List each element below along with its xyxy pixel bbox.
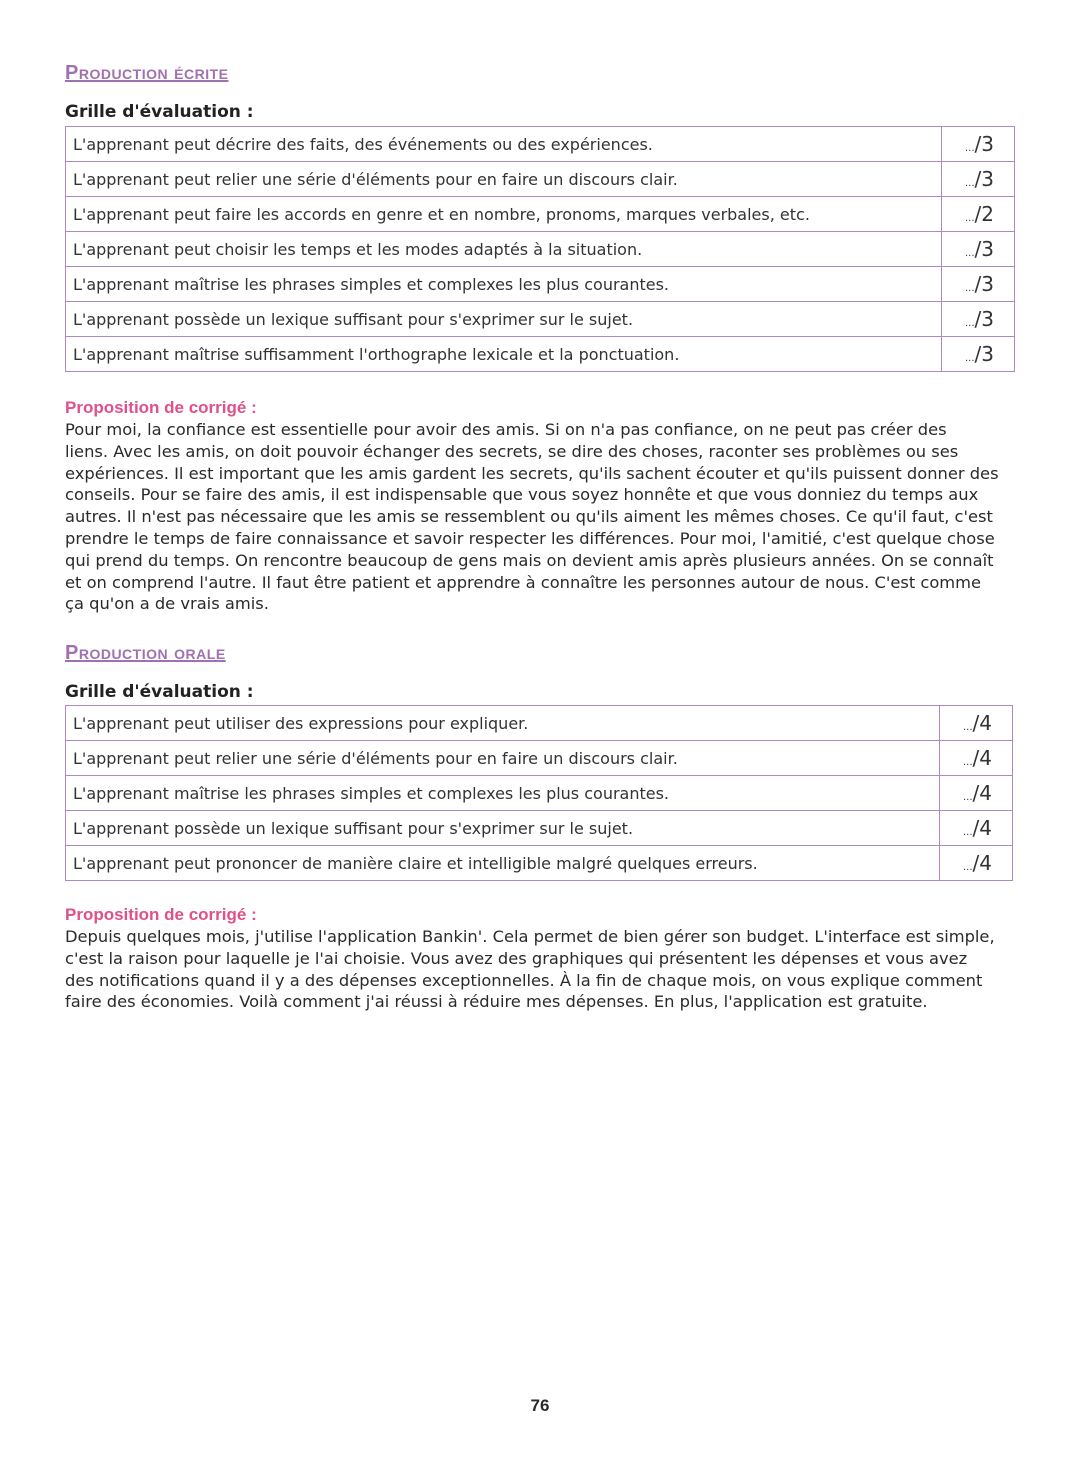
score-max: /4 xyxy=(972,711,992,735)
score-max: /4 xyxy=(972,816,992,840)
score-dots: ... xyxy=(964,248,975,259)
text-line: conseils. Pour se faire des amis, il est indispensable que vous soyez honnête et que vous donniez du temps aux xyxy=(65,485,979,505)
table-row xyxy=(66,741,1013,776)
criterion-text: L'apprenant maîtrise les phrases simples et complexes les plus courantes. xyxy=(66,776,940,811)
score-dots: ... xyxy=(964,353,975,364)
table-row xyxy=(66,197,1015,232)
table-row xyxy=(66,846,1013,881)
score-cell xyxy=(942,162,1015,197)
score-max: /3 xyxy=(974,132,994,156)
score-dots: ... xyxy=(962,757,973,768)
score-max: /3 xyxy=(974,237,994,261)
table-row xyxy=(66,776,1013,811)
text-line: ça qu'on a de vrais amis. xyxy=(65,594,269,614)
evaluation-table-ecrite xyxy=(65,126,1015,372)
table-row xyxy=(66,811,1013,846)
text-line: prendre le temps de faire connaissance et savoir respecter les différences. Pour moi, l'amitié, c'est quelque chose xyxy=(65,528,995,548)
grille-label: Grille d'évaluation : xyxy=(65,102,254,122)
score-dots: ... xyxy=(964,178,975,189)
text-line: qui prend du temps. On rencontre beaucoup de gens mais on devient amis après plusieurs années. On se connaît xyxy=(65,550,994,570)
score-max: /3 xyxy=(974,342,994,366)
text-line: et on comprend l'autre. Il faut être patient et apprendre à connaître les personnes autour de nous. C'est comme xyxy=(65,572,982,592)
proposition-label: Proposition de corrigé : xyxy=(65,905,257,924)
table-row xyxy=(66,706,1013,741)
criterion-text: L'apprenant possède un lexique suffisant pour s'exprimer sur le sujet. xyxy=(66,302,942,337)
score-max: /2 xyxy=(974,202,994,226)
text-line: liens. Avec les amis, on doit pouvoir échanger des secrets, se dire des choses, raconter ses problèmes ou ses xyxy=(65,441,959,461)
criterion-text: L'apprenant peut faire les accords en genre et en nombre, pronoms, marques verbales, etc. xyxy=(66,197,942,232)
score-max: /3 xyxy=(974,272,994,296)
proposition-text xyxy=(65,926,995,1013)
score-dots: ... xyxy=(964,143,975,154)
score-dots: ... xyxy=(962,722,973,733)
score-cell xyxy=(940,776,1013,811)
score-cell xyxy=(940,846,1013,881)
table-row xyxy=(66,127,1015,162)
criterion-text: L'apprenant possède un lexique suffisant pour s'exprimer sur le sujet. xyxy=(66,811,940,846)
score-dots: ... xyxy=(964,283,975,294)
criterion-text: L'apprenant peut choisir les temps et les modes adaptés à la situation. xyxy=(66,232,942,267)
criterion-text: L'apprenant maîtrise suffisamment l'orthographe lexicale et la ponctuation. xyxy=(66,337,942,372)
score-dots: ... xyxy=(962,792,973,803)
text-line: expériences. Il est important que les amis gardent les secrets, qu'ils sachent écouter et qu'ils puissent donner des xyxy=(65,463,999,483)
table-row xyxy=(66,232,1015,267)
criterion-text: L'apprenant maîtrise les phrases simples et complexes les plus courantes. xyxy=(66,267,942,302)
criterion-text: L'apprenant peut utiliser des expressions pour expliquer. xyxy=(66,706,940,741)
text-line: faire des économies. Voilà comment j'ai réussi à réduire mes dépenses. En plus, l'application est gratuite. xyxy=(65,992,928,1012)
text-line: Pour moi, la confiance est essentielle pour avoir des amis. Si on n'a pas confiance, on ne peut pas créer des xyxy=(65,420,947,439)
score-cell xyxy=(940,811,1013,846)
score-dots: ... xyxy=(964,318,975,329)
grille-label: Grille d'évaluation : xyxy=(65,682,254,702)
table-row xyxy=(66,267,1015,302)
score-max: /4 xyxy=(972,851,992,875)
section-title-production-ecrite: Production écrite xyxy=(65,62,229,84)
text-line: des notifications quand il y a des dépenses exceptionnelles. À la fin de chaque mois, on vous explique comment xyxy=(65,970,983,990)
page-number: 76 xyxy=(530,1396,550,1415)
table-row xyxy=(66,337,1015,372)
score-cell xyxy=(942,127,1015,162)
score-max: /3 xyxy=(974,307,994,331)
score-dots: ... xyxy=(962,827,973,838)
proposition-text xyxy=(65,419,999,615)
score-max: /3 xyxy=(974,167,994,191)
score-cell xyxy=(940,706,1013,741)
evaluation-table-orale xyxy=(65,705,1013,881)
score-cell xyxy=(942,267,1015,302)
text-line: c'est la raison pour laquelle je l'ai choisie. Vous avez des graphiques qui présentent les dépenses et vous avez xyxy=(65,948,968,968)
score-cell xyxy=(940,741,1013,776)
criterion-text: L'apprenant peut prononcer de manière claire et intelligible malgré quelques erreurs. xyxy=(66,846,940,881)
criterion-text: L'apprenant peut relier une série d'éléments pour en faire un discours clair. xyxy=(66,162,942,197)
score-max: /4 xyxy=(972,746,992,770)
proposition-label: Proposition de corrigé : xyxy=(65,398,257,417)
score-dots: ... xyxy=(964,213,975,224)
criterion-text: L'apprenant peut relier une série d'éléments pour en faire un discours clair. xyxy=(66,741,940,776)
score-max: /4 xyxy=(972,781,992,805)
score-cell xyxy=(942,337,1015,372)
score-cell xyxy=(942,232,1015,267)
text-line: Depuis quelques mois, j'utilise l'application Bankin'. Cela permet de bien gérer son budget. L'interface est simple, xyxy=(65,927,995,946)
score-cell xyxy=(942,302,1015,337)
score-dots: ... xyxy=(962,862,973,873)
criterion-text: L'apprenant peut décrire des faits, des événements ou des expériences. xyxy=(66,127,942,162)
section-title-production-orale: Production orale xyxy=(65,642,226,664)
table-row xyxy=(66,162,1015,197)
score-cell xyxy=(942,197,1015,232)
table-row xyxy=(66,302,1015,337)
text-line: autres. Il n'est pas nécessaire que les amis se ressemblent ou qu'ils aiment les mêmes choses. Ce qu'il faut, c'est xyxy=(65,507,993,527)
